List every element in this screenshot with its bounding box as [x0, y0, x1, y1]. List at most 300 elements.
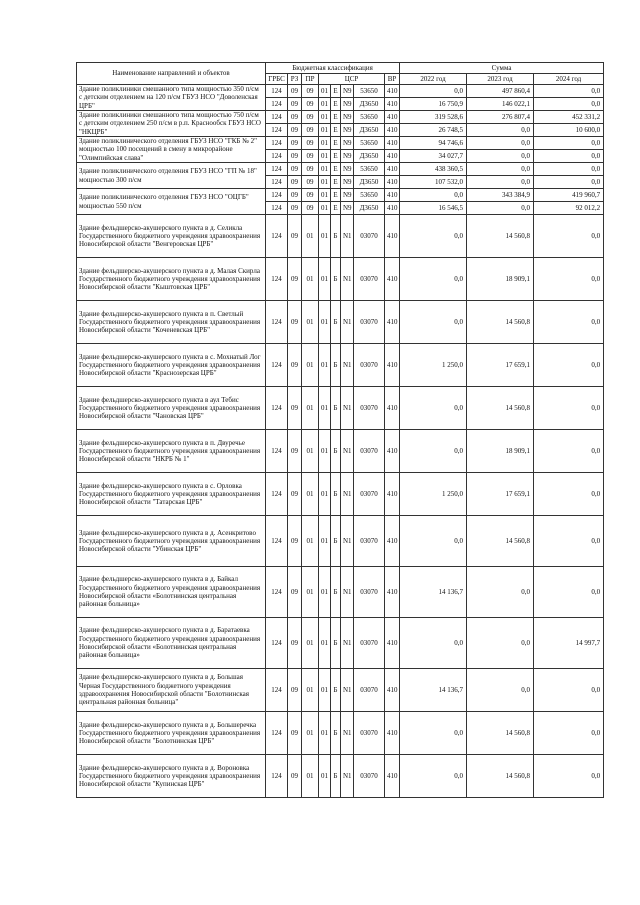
cell-sum-2022: 26 748,5: [400, 124, 467, 137]
table-row: [77, 473, 604, 516]
cell-csr-2: Б: [331, 567, 341, 618]
cell-vr: 410: [385, 85, 400, 98]
object-name: Здание фельдшерско-акушерского пункта в д. Вороновка Государственного бюджетного учреждения здравоохранения Новосибирской области "Купинская ЦРБ": [77, 755, 266, 798]
object-name: Здание фельдшерско-акушерского пункта в п. Светлый Государственного бюджетного учреждения здравоохранения Новосибирской области "Коченевская ЦРБ": [77, 301, 266, 344]
header-sum: Сумма: [400, 63, 604, 74]
table-row: [77, 111, 604, 124]
cell-pr: 09: [302, 189, 319, 202]
table-row: [77, 163, 604, 176]
cell-rz: 09: [288, 85, 302, 98]
object-name: Здание фельдшерско-акушерского пункта в п. Двуречье Государственного бюджетного учреждения здравоохранения Новосибирской области "НКРБ № 1": [77, 430, 266, 473]
cell-sum-2022: 0,0: [400, 618, 467, 669]
cell-rz: 09: [288, 344, 302, 387]
cell-csr-1: 01: [319, 215, 331, 258]
object-name: Здание фельдшерско-акушерского пункта в д. Малая Скирла Государственного бюджетного учреждения здравоохранения Новосибирской области "Кыштовская ЦРБ": [77, 258, 266, 301]
table-row: [77, 669, 604, 712]
cell-grbs: 124: [266, 387, 288, 430]
cell-sum-2024: 452 331,2: [534, 111, 604, 124]
cell-sum-2024: 0,0: [534, 163, 604, 176]
cell-sum-2023: 17 659,1: [467, 344, 534, 387]
cell-csr-1: 01: [319, 344, 331, 387]
table-row: [77, 567, 604, 618]
object-name: Здание поликлинического отделения ГБУЗ НСО "ГП № 18" мощностью 300 п/см: [77, 163, 266, 189]
cell-sum-2022: 16 546,5: [400, 202, 467, 215]
cell-grbs: 124: [266, 137, 288, 150]
cell-csr-3: N9: [341, 85, 354, 98]
cell-sum-2023: 276 807,4: [467, 111, 534, 124]
cell-csr-2: Е: [331, 189, 341, 202]
cell-sum-2024: 419 960,7: [534, 189, 604, 202]
cell-csr-3: N9: [341, 137, 354, 150]
cell-vr: 410: [385, 387, 400, 430]
cell-csr-2: Б: [331, 258, 341, 301]
cell-pr: 01: [302, 567, 319, 618]
cell-pr: 01: [302, 516, 319, 567]
cell-csr-1: 01: [319, 712, 331, 755]
cell-rz: 09: [288, 430, 302, 473]
cell-grbs: 124: [266, 258, 288, 301]
cell-grbs: 124: [266, 202, 288, 215]
cell-csr-1: 01: [319, 137, 331, 150]
cell-csr-1: 01: [319, 301, 331, 344]
cell-rz: 09: [288, 189, 302, 202]
cell-csr-4: 03070: [354, 344, 385, 387]
cell-csr-4: 03070: [354, 567, 385, 618]
cell-vr: 410: [385, 430, 400, 473]
cell-csr-1: 01: [319, 163, 331, 176]
cell-csr-3: N9: [341, 176, 354, 189]
cell-csr-2: Е: [331, 98, 341, 111]
cell-csr-4: 53650: [354, 163, 385, 176]
cell-sum-2022: 14 136,7: [400, 567, 467, 618]
cell-csr-3: N9: [341, 189, 354, 202]
cell-csr-4: 03070: [354, 430, 385, 473]
cell-csr-2: Б: [331, 712, 341, 755]
cell-rz: 09: [288, 567, 302, 618]
cell-csr-1: 01: [319, 111, 331, 124]
cell-sum-2022: 0,0: [400, 430, 467, 473]
cell-sum-2024: 0,0: [534, 473, 604, 516]
cell-grbs: 124: [266, 150, 288, 163]
cell-sum-2024: 10 600,0: [534, 124, 604, 137]
cell-grbs: 124: [266, 430, 288, 473]
cell-csr-3: N1: [341, 755, 354, 798]
cell-csr-4: 53650: [354, 85, 385, 98]
cell-sum-2022: 319 528,6: [400, 111, 467, 124]
header-vr: ВР: [385, 74, 400, 85]
cell-pr: 01: [302, 344, 319, 387]
cell-csr-3: N1: [341, 301, 354, 344]
cell-csr-3: N9: [341, 202, 354, 215]
cell-sum-2023: 14 560,8: [467, 215, 534, 258]
cell-pr: 09: [302, 85, 319, 98]
cell-rz: 09: [288, 387, 302, 430]
cell-sum-2023: 146 022,1: [467, 98, 534, 111]
cell-pr: 01: [302, 669, 319, 712]
cell-csr-2: Б: [331, 387, 341, 430]
table-row: [77, 618, 604, 669]
cell-sum-2024: 0,0: [534, 301, 604, 344]
cell-sum-2023: 18 909,1: [467, 430, 534, 473]
cell-sum-2022: 34 027,7: [400, 150, 467, 163]
cell-sum-2023: 14 560,8: [467, 301, 534, 344]
cell-csr-4: 53650: [354, 111, 385, 124]
cell-sum-2024: 0,0: [534, 344, 604, 387]
cell-csr-3: N9: [341, 124, 354, 137]
cell-csr-3: N9: [341, 163, 354, 176]
cell-csr-2: Б: [331, 618, 341, 669]
cell-csr-4: 03070: [354, 387, 385, 430]
cell-grbs: 124: [266, 344, 288, 387]
cell-sum-2022: 0,0: [400, 712, 467, 755]
cell-sum-2023: 14 560,8: [467, 712, 534, 755]
cell-sum-2023: 0,0: [467, 669, 534, 712]
cell-rz: 09: [288, 712, 302, 755]
cell-csr-2: Е: [331, 124, 341, 137]
object-name: Здание поликлинического отделения ГБУЗ НСО "ГКБ № 2" мощностью 100 посещений в смену в микрорайоне "Олимпийская слава": [77, 137, 266, 163]
cell-csr-4: 03070: [354, 516, 385, 567]
table-body: [77, 85, 604, 798]
cell-csr-3: N9: [341, 150, 354, 163]
cell-csr-2: Б: [331, 430, 341, 473]
cell-csr-1: 01: [319, 669, 331, 712]
cell-sum-2024: 0,0: [534, 258, 604, 301]
cell-csr-1: 01: [319, 516, 331, 567]
cell-pr: 01: [302, 215, 319, 258]
cell-pr: 01: [302, 755, 319, 798]
cell-vr: 410: [385, 176, 400, 189]
cell-rz: 09: [288, 163, 302, 176]
cell-pr: 09: [302, 98, 319, 111]
cell-csr-1: 01: [319, 124, 331, 137]
cell-rz: 09: [288, 137, 302, 150]
cell-grbs: 124: [266, 189, 288, 202]
cell-sum-2024: 0,0: [534, 430, 604, 473]
cell-csr-4: 03070: [354, 669, 385, 712]
cell-csr-2: Е: [331, 85, 341, 98]
cell-csr-2: Е: [331, 137, 341, 150]
cell-csr-1: 01: [319, 98, 331, 111]
cell-vr: 410: [385, 301, 400, 344]
header-csr: ЦСР: [319, 74, 385, 85]
cell-sum-2022: 0,0: [400, 189, 467, 202]
cell-pr: 01: [302, 430, 319, 473]
object-name: Здание поликлинического отделения ГБУЗ НСО "ОЦГБ" мощностью 550 п/см: [77, 189, 266, 215]
cell-rz: 09: [288, 98, 302, 111]
cell-sum-2023: 0,0: [467, 150, 534, 163]
cell-sum-2022: 0,0: [400, 755, 467, 798]
table-row: [77, 755, 604, 798]
cell-csr-1: 01: [319, 387, 331, 430]
cell-sum-2022: 1 250,0: [400, 473, 467, 516]
cell-sum-2024: 0,0: [534, 85, 604, 98]
cell-sum-2022: 438 360,5: [400, 163, 467, 176]
cell-pr: 09: [302, 111, 319, 124]
cell-vr: 410: [385, 712, 400, 755]
cell-csr-1: 01: [319, 567, 331, 618]
cell-rz: 09: [288, 202, 302, 215]
cell-csr-1: 01: [319, 202, 331, 215]
cell-rz: 09: [288, 516, 302, 567]
cell-csr-1: 01: [319, 618, 331, 669]
cell-csr-3: N1: [341, 712, 354, 755]
cell-csr-4: 03070: [354, 258, 385, 301]
object-name: Здание фельдшерско-акушерского пункта в с. Орловка Государственного бюджетного учреждения здравоохранения Новосибирской области "Татарская ЦРБ": [77, 473, 266, 516]
cell-sum-2023: 17 659,1: [467, 473, 534, 516]
cell-csr-1: 01: [319, 189, 331, 202]
cell-csr-2: Б: [331, 669, 341, 712]
cell-grbs: 124: [266, 567, 288, 618]
object-name: Здание поликлиники смешанного типа мощностью 350 п/см с детским отделением на 120 п/см ГБУЗ НСО "Доволенская ЦРБ": [77, 85, 266, 111]
cell-sum-2023: 0,0: [467, 567, 534, 618]
object-name: Здание фельдшерско-акушерского пункта в д. Большеречка Государственного бюджетного учреждения здравоохранения Новосибирской области "Болотнинская ЦРБ": [77, 712, 266, 755]
header-2024: 2024 год: [534, 74, 604, 85]
cell-grbs: 124: [266, 98, 288, 111]
cell-csr-4: 03070: [354, 473, 385, 516]
cell-grbs: 124: [266, 473, 288, 516]
object-name: Здание поликлиники смешанного типа мощностью 750 п/см с детским отделением 250 п/см в р.п. Краснообск ГБУЗ НСО "НКЦРБ": [77, 111, 266, 137]
cell-pr: 09: [302, 176, 319, 189]
cell-pr: 01: [302, 618, 319, 669]
table-row: [77, 301, 604, 344]
cell-pr: 01: [302, 301, 319, 344]
cell-grbs: 124: [266, 712, 288, 755]
cell-sum-2022: 0,0: [400, 516, 467, 567]
object-name: Здание фельдшерско-акушерского пункта в д. Байкал Государственного бюджетного учреждения здравоохранения Новосибирской области «Болотнинская центральная районная больница»: [77, 567, 266, 618]
cell-csr-1: 01: [319, 85, 331, 98]
cell-pr: 01: [302, 387, 319, 430]
cell-grbs: 124: [266, 163, 288, 176]
cell-csr-2: Е: [331, 150, 341, 163]
cell-csr-2: Б: [331, 301, 341, 344]
cell-csr-3: N9: [341, 98, 354, 111]
cell-grbs: 124: [266, 301, 288, 344]
cell-csr-3: N9: [341, 111, 354, 124]
table-row: [77, 516, 604, 567]
cell-rz: 09: [288, 473, 302, 516]
cell-rz: 09: [288, 258, 302, 301]
cell-vr: 410: [385, 202, 400, 215]
cell-vr: 410: [385, 150, 400, 163]
cell-csr-3: N1: [341, 516, 354, 567]
table-row: [77, 85, 604, 98]
cell-grbs: 124: [266, 124, 288, 137]
cell-sum-2022: 0,0: [400, 215, 467, 258]
cell-csr-4: 03070: [354, 301, 385, 344]
cell-vr: 410: [385, 98, 400, 111]
cell-grbs: 124: [266, 176, 288, 189]
cell-csr-1: 01: [319, 176, 331, 189]
cell-vr: 410: [385, 473, 400, 516]
cell-csr-4: 03070: [354, 712, 385, 755]
cell-csr-2: Е: [331, 163, 341, 176]
cell-sum-2023: 0,0: [467, 163, 534, 176]
cell-sum-2022: 0,0: [400, 387, 467, 430]
cell-csr-2: Б: [331, 755, 341, 798]
cell-pr: 09: [302, 150, 319, 163]
cell-csr-4: Д3650: [354, 202, 385, 215]
cell-rz: 09: [288, 124, 302, 137]
cell-rz: 09: [288, 150, 302, 163]
cell-csr-1: 01: [319, 150, 331, 163]
cell-pr: 01: [302, 473, 319, 516]
cell-rz: 09: [288, 755, 302, 798]
cell-rz: 09: [288, 618, 302, 669]
cell-sum-2023: 14 560,8: [467, 387, 534, 430]
cell-vr: 410: [385, 258, 400, 301]
cell-rz: 09: [288, 669, 302, 712]
cell-vr: 410: [385, 163, 400, 176]
cell-sum-2024: 0,0: [534, 712, 604, 755]
header-2022: 2022 год: [400, 74, 467, 85]
cell-sum-2023: 0,0: [467, 137, 534, 150]
cell-pr: 09: [302, 137, 319, 150]
cell-csr-4: 03070: [354, 618, 385, 669]
cell-csr-2: Е: [331, 202, 341, 215]
cell-vr: 410: [385, 215, 400, 258]
cell-sum-2024: 0,0: [534, 387, 604, 430]
cell-grbs: 124: [266, 111, 288, 124]
cell-csr-2: Б: [331, 215, 341, 258]
cell-sum-2022: 0,0: [400, 85, 467, 98]
cell-sum-2023: 18 909,1: [467, 258, 534, 301]
cell-sum-2024: 0,0: [534, 150, 604, 163]
cell-pr: 01: [302, 712, 319, 755]
cell-rz: 09: [288, 111, 302, 124]
cell-csr-2: Е: [331, 111, 341, 124]
object-name: Здание фельдшерско-акушерского пункта в д. Баратаевка Государственного бюджетного учреждения здравоохранения Новосибирской области «Болотнинская центральная районная больница»: [77, 618, 266, 669]
cell-csr-4: 03070: [354, 755, 385, 798]
cell-csr-3: N1: [341, 344, 354, 387]
table-row: [77, 387, 604, 430]
cell-sum-2024: 14 997,7: [534, 618, 604, 669]
cell-csr-2: Е: [331, 176, 341, 189]
cell-pr: 09: [302, 202, 319, 215]
object-name: Здание фельдшерско-акушерского пункта в с. Мохнатый Лог Государственного бюджетного учреждения здравоохранения Новосибирской области "Краснозерская ЦРБ": [77, 344, 266, 387]
cell-grbs: 124: [266, 85, 288, 98]
cell-csr-4: Д3650: [354, 150, 385, 163]
cell-csr-3: N1: [341, 258, 354, 301]
header-grbs: ГРБС: [266, 74, 288, 85]
cell-grbs: 124: [266, 516, 288, 567]
cell-sum-2024: 0,0: [534, 669, 604, 712]
table-row: [77, 189, 604, 202]
cell-csr-2: Б: [331, 344, 341, 387]
cell-vr: 410: [385, 755, 400, 798]
header-name: Наименование направлений и объектов: [77, 63, 266, 85]
header-budget-classification: Бюджетная классификация: [266, 63, 400, 74]
cell-sum-2024: 92 012,2: [534, 202, 604, 215]
cell-csr-3: N1: [341, 430, 354, 473]
cell-sum-2023: 0,0: [467, 124, 534, 137]
cell-sum-2022: 94 746,6: [400, 137, 467, 150]
cell-vr: 410: [385, 124, 400, 137]
cell-csr-3: N1: [341, 567, 354, 618]
cell-sum-2024: 0,0: [534, 215, 604, 258]
cell-sum-2022: 107 532,0: [400, 176, 467, 189]
cell-grbs: 124: [266, 215, 288, 258]
cell-sum-2024: 0,0: [534, 137, 604, 150]
table-row: [77, 430, 604, 473]
cell-grbs: 124: [266, 669, 288, 712]
cell-csr-3: N1: [341, 215, 354, 258]
cell-csr-4: 53650: [354, 137, 385, 150]
cell-csr-3: N1: [341, 473, 354, 516]
header-rz: РЗ: [288, 74, 302, 85]
cell-csr-1: 01: [319, 755, 331, 798]
cell-sum-2023: 14 560,8: [467, 755, 534, 798]
cell-sum-2022: 1 250,0: [400, 344, 467, 387]
object-name: Здание фельдшерско-акушерского пункта в аул Тебис Государственного бюджетного учреждения здравоохранения Новосибирской области "Чановская ЦРБ": [77, 387, 266, 430]
cell-sum-2022: 0,0: [400, 301, 467, 344]
cell-sum-2022: 16 750,9: [400, 98, 467, 111]
cell-sum-2023: 343 384,9: [467, 189, 534, 202]
header-pr: ПР: [302, 74, 319, 85]
cell-vr: 410: [385, 189, 400, 202]
cell-csr-4: 53650: [354, 189, 385, 202]
cell-sum-2023: 0,0: [467, 176, 534, 189]
table-row: [77, 258, 604, 301]
cell-sum-2023: 497 860,4: [467, 85, 534, 98]
cell-csr-2: Б: [331, 473, 341, 516]
cell-vr: 410: [385, 618, 400, 669]
cell-sum-2022: 14 136,7: [400, 669, 467, 712]
object-name: Здание фельдшерско-акушерского пункта в д. Большая Черная Государственного бюджетного учреждения здравоохранения Новосибирской области "Болотнинская центральная районная больница": [77, 669, 266, 712]
budget-table: [76, 62, 604, 798]
cell-csr-3: N1: [341, 618, 354, 669]
header-2023: 2023 год: [467, 74, 534, 85]
cell-pr: 09: [302, 163, 319, 176]
cell-sum-2024: 0,0: [534, 755, 604, 798]
cell-sum-2024: 0,0: [534, 567, 604, 618]
cell-csr-1: 01: [319, 258, 331, 301]
object-name: Здание фельдшерско-акушерского пункта в д. Асенкритово Государственного бюджетного учреждения здравоохранения Новосибирской области "Убинская ЦРБ": [77, 516, 266, 567]
cell-grbs: 124: [266, 755, 288, 798]
cell-sum-2023: 14 560,8: [467, 516, 534, 567]
table-row: [77, 712, 604, 755]
cell-csr-1: 01: [319, 473, 331, 516]
cell-csr-4: Д3650: [354, 98, 385, 111]
cell-csr-3: N1: [341, 387, 354, 430]
cell-csr-4: Д3650: [354, 124, 385, 137]
table-row: [77, 215, 604, 258]
cell-vr: 410: [385, 516, 400, 567]
cell-sum-2023: 0,0: [467, 202, 534, 215]
cell-sum-2024: 0,0: [534, 516, 604, 567]
cell-csr-2: Б: [331, 516, 341, 567]
table-row: [77, 344, 604, 387]
cell-sum-2024: 0,0: [534, 98, 604, 111]
cell-grbs: 124: [266, 618, 288, 669]
cell-rz: 09: [288, 301, 302, 344]
cell-sum-2024: 0,0: [534, 176, 604, 189]
table-row: [77, 137, 604, 150]
cell-csr-4: 03070: [354, 215, 385, 258]
cell-sum-2022: 0,0: [400, 258, 467, 301]
object-name: Здание фельдшерско-акушерского пункта в д. Селикла Государственного бюджетного учреждения здравоохранения Новосибирской области "Венгеровская ЦРБ": [77, 215, 266, 258]
cell-vr: 410: [385, 567, 400, 618]
cell-csr-4: Д3650: [354, 176, 385, 189]
cell-rz: 09: [288, 215, 302, 258]
cell-sum-2023: 0,0: [467, 618, 534, 669]
cell-csr-3: N1: [341, 669, 354, 712]
cell-vr: 410: [385, 111, 400, 124]
cell-vr: 410: [385, 669, 400, 712]
cell-vr: 410: [385, 137, 400, 150]
cell-vr: 410: [385, 344, 400, 387]
cell-csr-1: 01: [319, 430, 331, 473]
cell-pr: 01: [302, 258, 319, 301]
